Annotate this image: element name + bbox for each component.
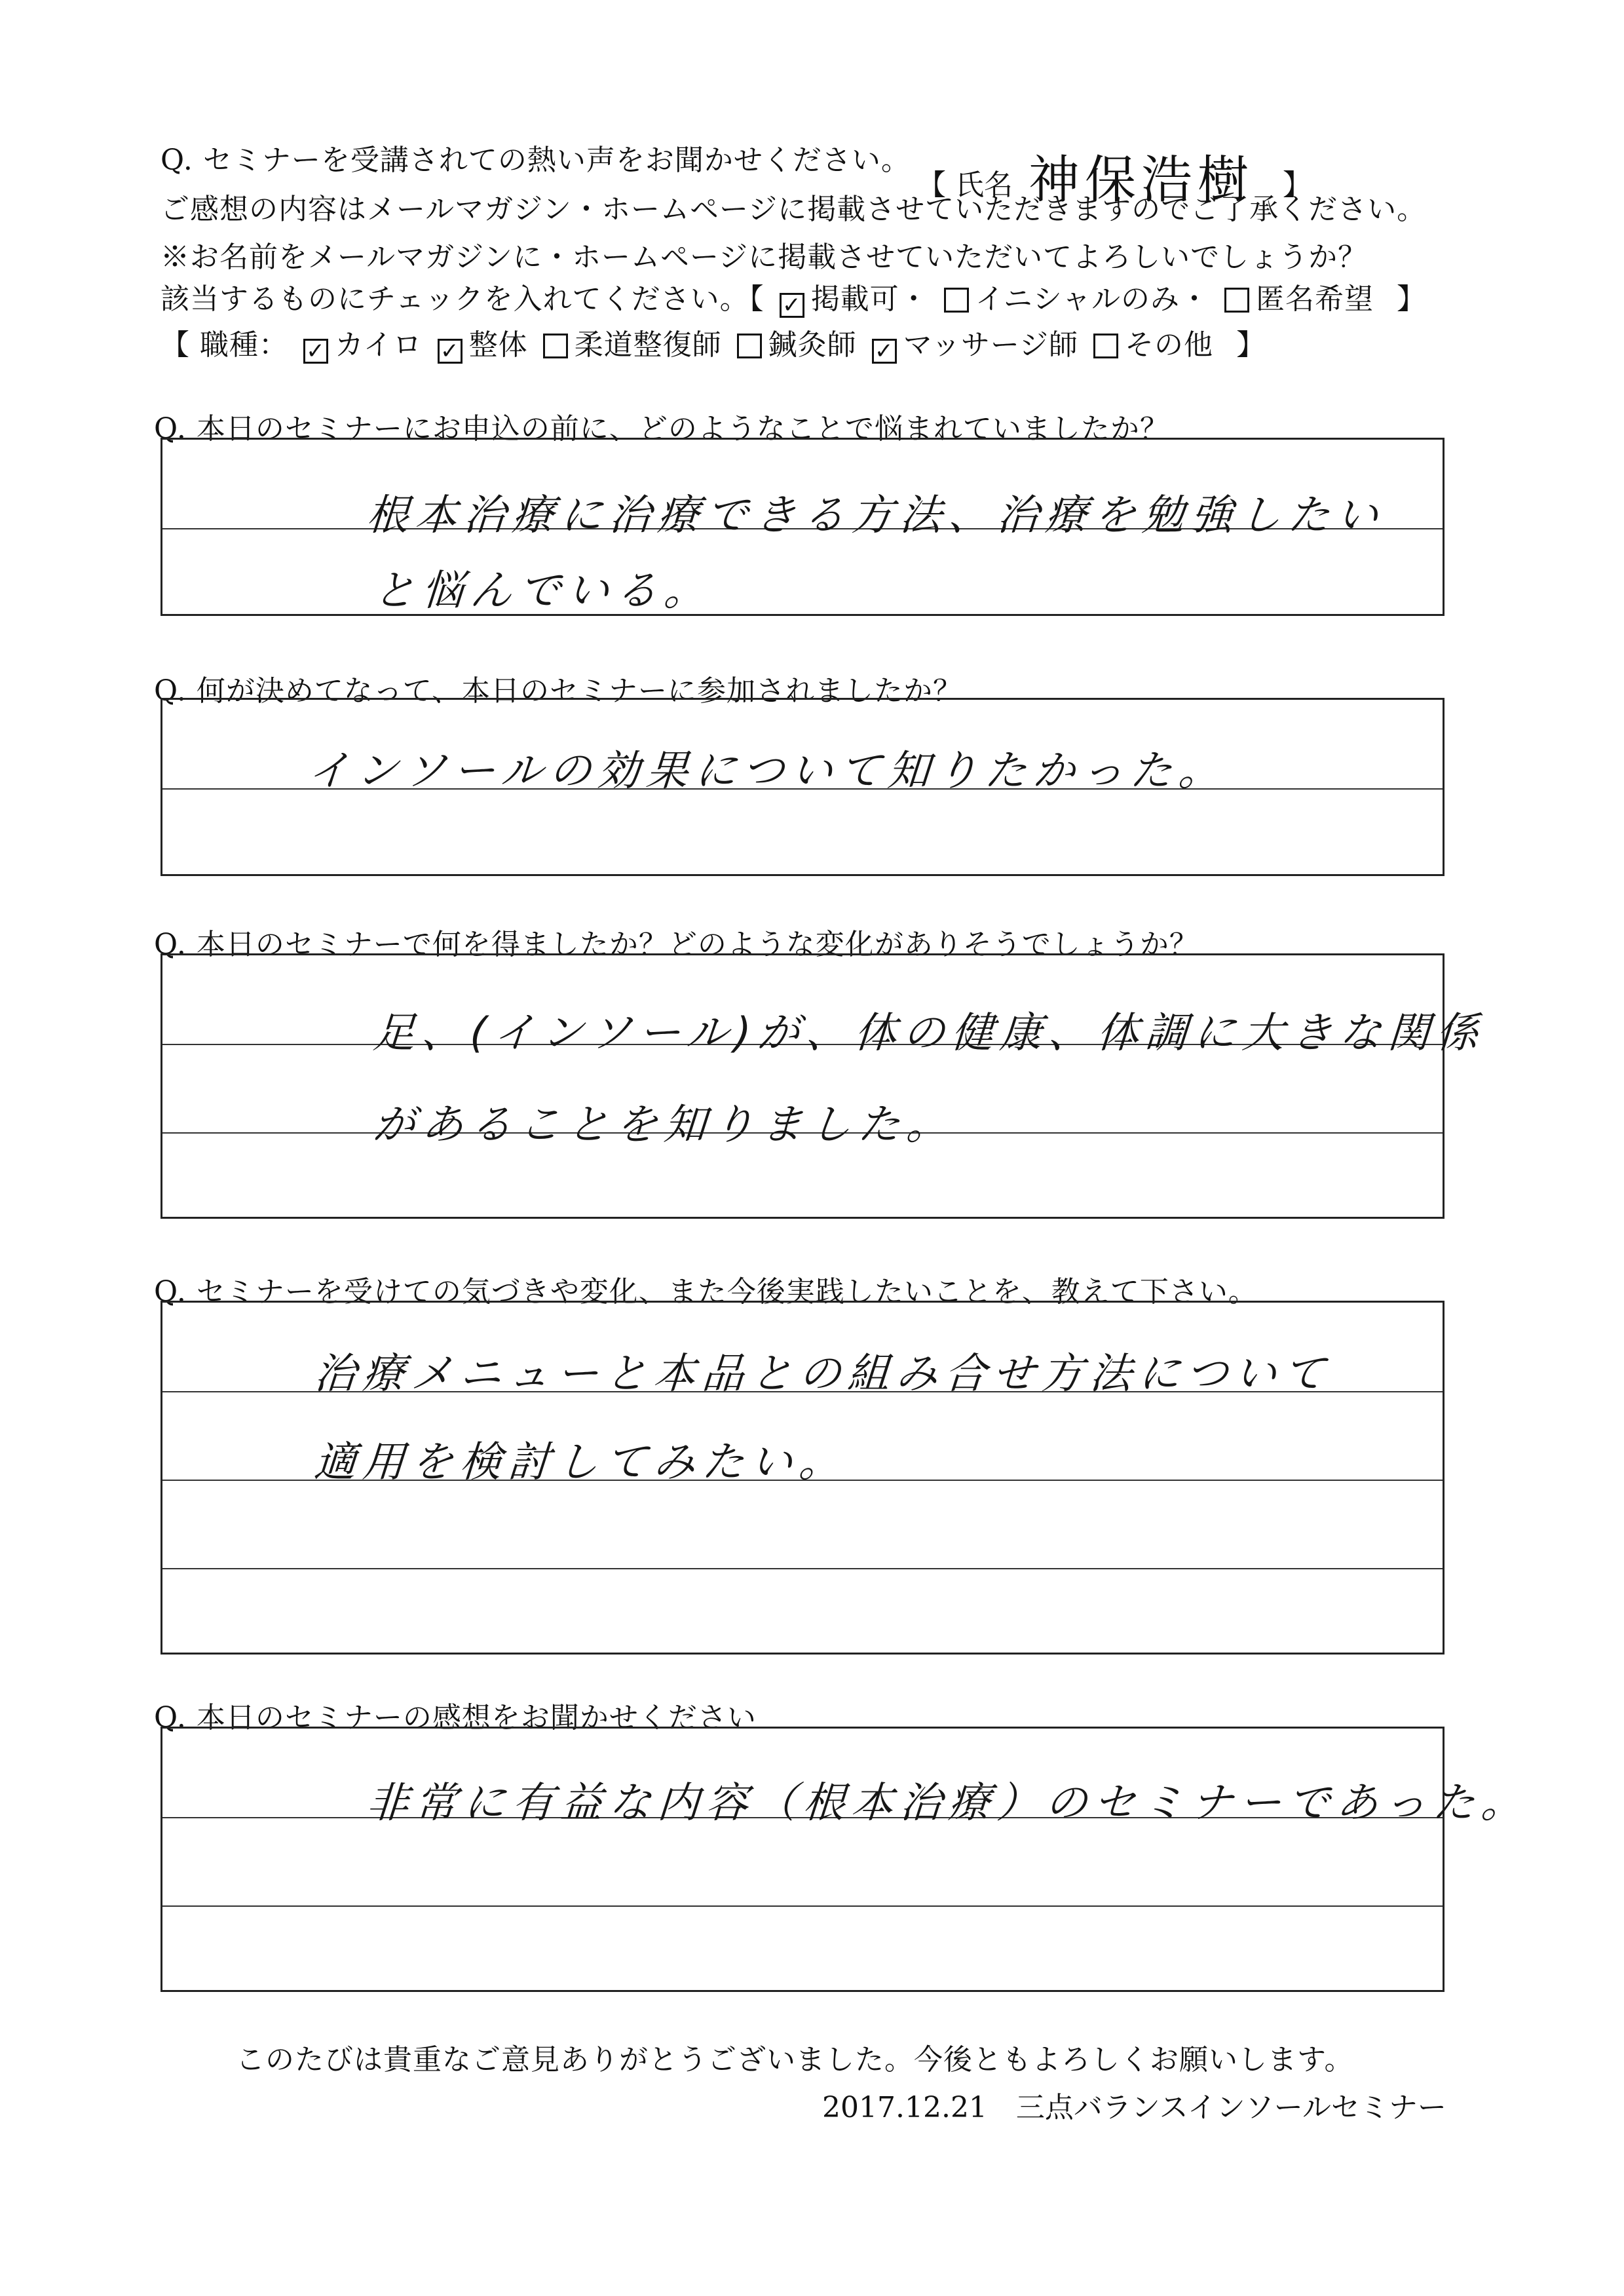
- answer-4-line-2: 適用を検討してみたい。: [312, 1438, 850, 1487]
- answer-3-line-1: 足、(インソール)が、体の健康、体調に大きな関係: [371, 1009, 1486, 1058]
- name-label-close: 】: [1283, 168, 1312, 202]
- job-acupuncture-label: 鍼灸師: [768, 328, 857, 362]
- job-label: 【 職種：: [161, 328, 288, 362]
- consent-notice-2: ※お名前をメールマガジンに・ホームページに掲載させていただいてよろしいでしょうか？: [161, 240, 1368, 274]
- checkbox-job-judo[interactable]: [543, 334, 568, 358]
- footer-thanks: このたびは貴重なご意見ありがとうございました。今後ともよろしくお願いします。: [236, 2043, 1354, 2076]
- consent-row: [161, 275, 1426, 318]
- answer-1-line-1: 根本治療に治療できる方法、治療を勉強したい: [364, 491, 1387, 540]
- checkbox-job-seitai[interactable]: ✓: [438, 339, 463, 364]
- job-seitai-label: 整体: [468, 328, 528, 362]
- question-5: Q. 本日のセミナーの感想をお聞かせください: [154, 1701, 757, 1734]
- consent-prompt: 該当するものにチェックを入れてください。【: [161, 282, 765, 316]
- consent-close: 】: [1397, 282, 1427, 316]
- name-label-open: 【 氏名: [917, 168, 1013, 202]
- answer-rule: [162, 1905, 1443, 1907]
- question-2: Q. 何が決めてなって、本日のセミナーに参加されましたか？: [154, 674, 962, 708]
- checkbox-job-acupuncture[interactable]: [737, 334, 762, 358]
- answer-5-line-1: 非常に有益な内容（根本治療）のセミナーであった。: [364, 1779, 1532, 1827]
- job-massage-label: マッサージ師: [903, 328, 1079, 362]
- question-3: Q. 本日のセミナーで何を得ましたか？どのような変化がありそうでしょうか？: [154, 928, 1199, 961]
- checkbox-job-massage[interactable]: ✓: [872, 339, 897, 364]
- answer-1-line-2: と悩んでいる。: [371, 567, 715, 615]
- intro-question: Q. セミナーを受講されての熱い声をお聞かせください。: [161, 144, 911, 177]
- answer-4-line-1: 治療メニューと本品との組み合せ方法について: [312, 1350, 1333, 1398]
- checkbox-consent-initials[interactable]: [944, 288, 969, 313]
- answer-box-5[interactable]: [161, 1727, 1445, 1992]
- footer-date-event: 2017.12.21 三点バランスインソールセミナー: [822, 2091, 1446, 2124]
- consent-notice-1: ご感想の内容はメールマガジン・ホームページに掲載させていただきますのでご了承ください。: [161, 193, 1427, 226]
- checkbox-consent-public[interactable]: ✓: [780, 293, 804, 318]
- answer-rule: [162, 1568, 1443, 1569]
- job-row: [161, 321, 1266, 364]
- checkbox-job-chiro[interactable]: ✓: [303, 339, 328, 364]
- checkbox-job-other[interactable]: [1093, 334, 1118, 358]
- name-value: 神保浩樹: [1029, 151, 1255, 210]
- checkbox-consent-anonymous[interactable]: [1224, 288, 1249, 313]
- answer-box-3[interactable]: [161, 953, 1445, 1219]
- answer-3-line-2: があることを知りました。: [371, 1101, 957, 1149]
- question-1: Q. 本日のセミナーにお申込の前に、どのようなことで悩まれていましたか？: [154, 412, 1169, 446]
- consent-initials-label: イニシャルのみ・: [975, 282, 1210, 316]
- job-chiro-label: カイロ: [335, 328, 423, 362]
- answer-2-line-1: インソールの効果について知りたかった。: [305, 747, 1229, 795]
- job-other-label: その他: [1125, 328, 1214, 362]
- question-4: Q. セミナーを受けての気づきや変化、また今後実践したいことを、教えて下さい。: [154, 1275, 1258, 1309]
- consent-public-label: 掲載可・: [810, 282, 929, 316]
- consent-anonymous-label: 匿名希望: [1256, 282, 1374, 316]
- job-close: 】: [1236, 328, 1266, 362]
- job-judo-label: 柔道整復師: [574, 328, 722, 362]
